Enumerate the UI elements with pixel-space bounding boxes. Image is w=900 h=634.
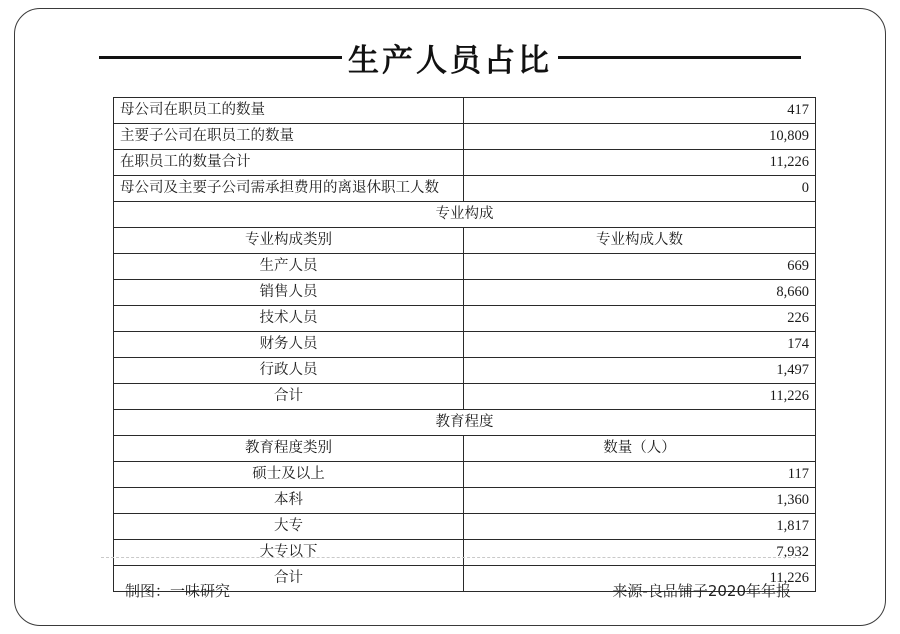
column-header: 教育程度类别 [114, 436, 464, 462]
section-title: 教育程度 [114, 410, 816, 436]
row-label: 本科 [114, 488, 464, 514]
row-label: 大专以下 [114, 540, 464, 566]
row-value: 11,226 [464, 566, 816, 592]
table-row [114, 488, 816, 514]
title-row [15, 31, 885, 83]
section-header-row [114, 410, 816, 436]
row-label: 大专 [114, 514, 464, 540]
row-value: 1,360 [464, 488, 816, 514]
section-header-row [114, 202, 816, 228]
row-value: 117 [464, 462, 816, 488]
column-header: 数量（人） [464, 436, 816, 462]
row-value: 11,226 [464, 384, 816, 410]
table-row [114, 306, 816, 332]
table-row [114, 540, 816, 566]
table-row [114, 150, 816, 176]
row-label: 销售人员 [114, 280, 464, 306]
row-value: 174 [464, 332, 816, 358]
table-row [114, 384, 816, 410]
row-label: 生产人员 [114, 254, 464, 280]
table-row [114, 176, 816, 202]
footer-divider [101, 557, 801, 558]
page-title: 生产人员占比 [348, 42, 552, 79]
row-value: 1,497 [464, 358, 816, 384]
row-label: 技术人员 [114, 306, 464, 332]
row-value: 417 [464, 98, 816, 124]
table-row [114, 514, 816, 540]
column-header-row [114, 228, 816, 254]
title-rule-right [558, 56, 801, 59]
column-header: 专业构成人数 [464, 228, 816, 254]
employee-table [113, 97, 816, 592]
table-row [114, 358, 816, 384]
row-label: 合计 [114, 384, 464, 410]
row-label: 在职员工的数量合计 [114, 150, 464, 176]
row-label: 合计 [114, 566, 464, 592]
row-label: 母公司及主要子公司需承担费用的离退休职工人数 [114, 176, 464, 202]
footer [101, 575, 801, 605]
row-value: 669 [464, 254, 816, 280]
row-label: 硕士及以上 [114, 462, 464, 488]
table-row [114, 462, 816, 488]
row-label: 母公司在职员工的数量 [114, 98, 464, 124]
employee-table-wrap [113, 97, 815, 592]
row-label: 主要子公司在职员工的数量 [114, 124, 464, 150]
section-title: 专业构成 [114, 202, 816, 228]
row-value: 11,226 [464, 150, 816, 176]
column-header: 专业构成类别 [114, 228, 464, 254]
row-value: 8,660 [464, 280, 816, 306]
table-row [114, 124, 816, 150]
row-value: 226 [464, 306, 816, 332]
row-label: 行政人员 [114, 358, 464, 384]
table-row [114, 98, 816, 124]
table-row [114, 332, 816, 358]
table-row [114, 254, 816, 280]
table-row [114, 280, 816, 306]
row-value: 1,817 [464, 514, 816, 540]
row-label: 财务人员 [114, 332, 464, 358]
chart-card [14, 8, 886, 626]
footer-credit: 制图：一味研究 [125, 581, 231, 600]
row-value: 0 [464, 176, 816, 202]
footer-source: 来源-良品铺子2020年年报 [612, 581, 791, 600]
row-value: 7,932 [464, 540, 816, 566]
column-header-row [114, 436, 816, 462]
row-value: 10,809 [464, 124, 816, 150]
title-rule-left [99, 56, 342, 59]
